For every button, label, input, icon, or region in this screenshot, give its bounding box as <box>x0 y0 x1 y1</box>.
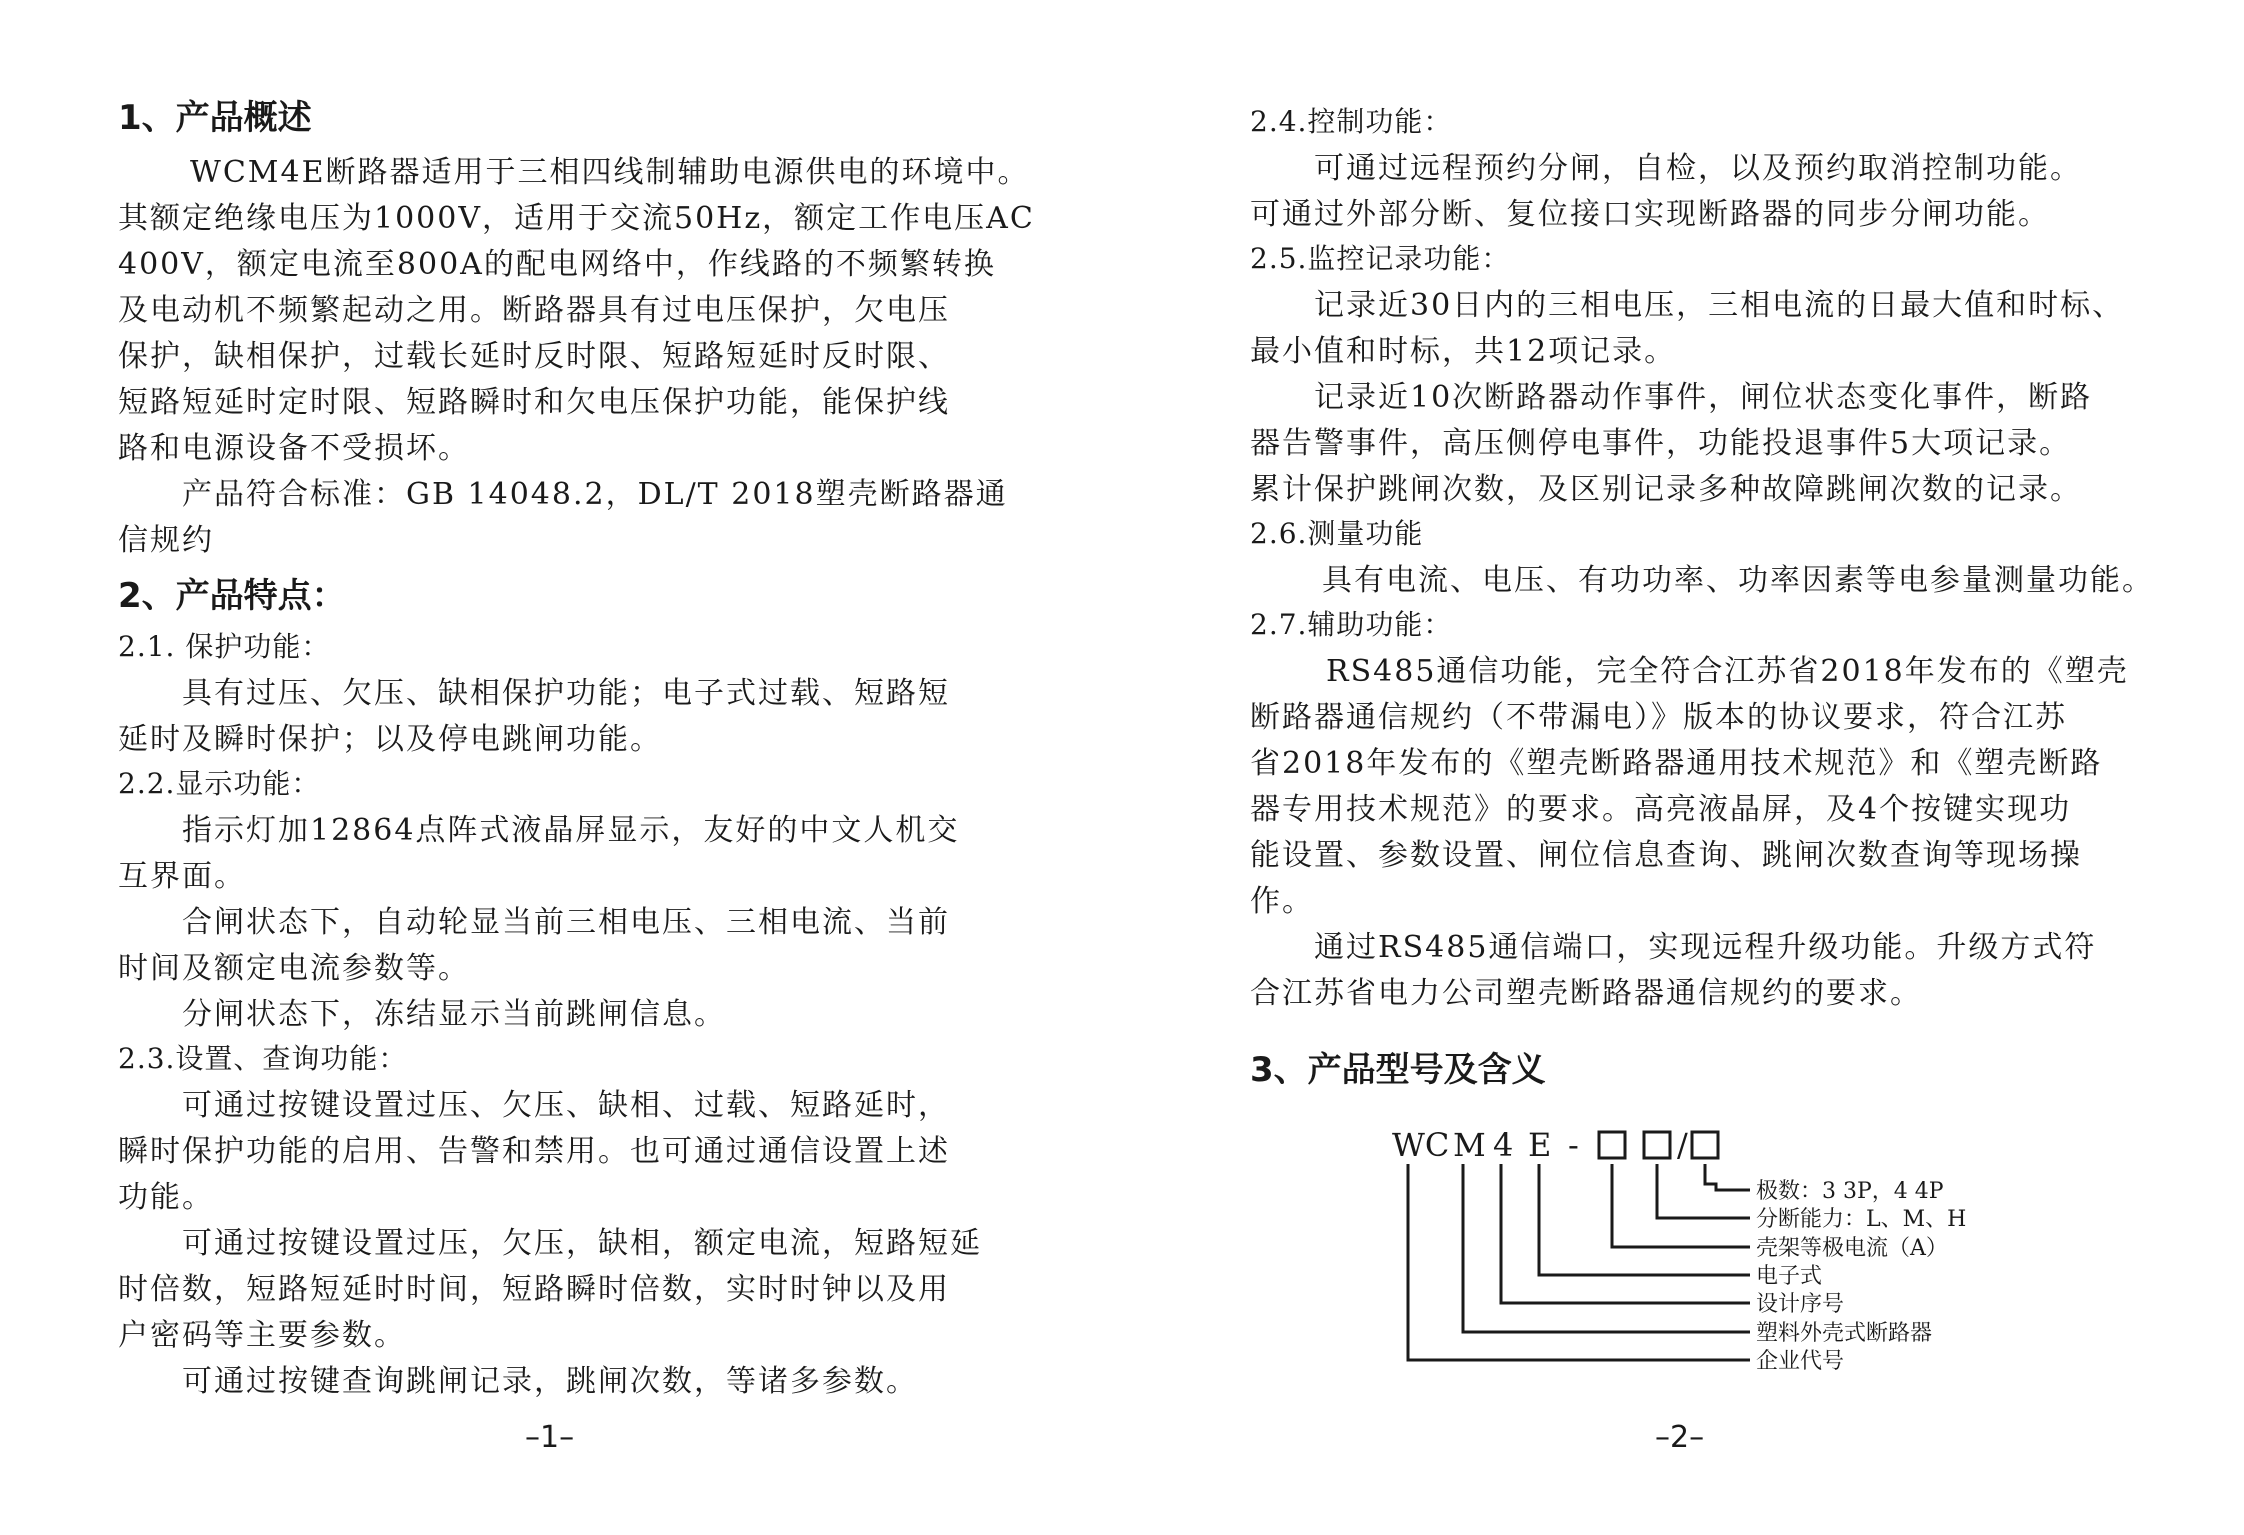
text-line: 可通过按键设置过压、欠压、缺相、过载、短路延时， <box>182 1088 950 1123</box>
model-char-e: E <box>1528 1126 1552 1164</box>
text-line: 功能。 <box>118 1180 214 1215</box>
label-frame-current: 壳架等极电流（A） <box>1756 1236 1948 1261</box>
text-line: 时倍数，短路短延时时间，短路瞬时倍数，实时时钟以及用 <box>118 1272 950 1307</box>
section-2-1-title: 2.1. 保护功能： <box>118 630 331 663</box>
text-line: 最小值和时标，共12项记录。 <box>1250 334 1677 369</box>
text-line: 及电动机不频繁起动之用。断路器具有过电压保护，欠电压 <box>118 293 950 328</box>
section-2-4-title: 2.4.控制功能： <box>1250 105 1453 138</box>
model-box-poles <box>1692 1132 1718 1158</box>
section-2-7-title: 2.7.辅助功能： <box>1250 608 1453 641</box>
model-char-slash: / <box>1677 1126 1688 1164</box>
text-line: 器告警事件，高压侧停电事件，功能投退事件5大项记录。 <box>1250 426 2072 461</box>
heading-model-meaning: 3、产品型号及含义 <box>1250 1050 1546 1090</box>
text-line: 可通过按键设置过压，欠压，缺相，额定电流，短路短延 <box>182 1226 982 1261</box>
label-breaking-capacity: 分断能力：L、M、H <box>1756 1207 1967 1232</box>
text-line: 产品符合标准：GB 14048.2，DL/T 2018塑壳断路器通 <box>182 477 1008 512</box>
label-poles: 极数：3 3P，4 4P <box>1756 1179 1944 1204</box>
text-line: 可通过外部分断、复位接口实现断路器的同步分闸功能。 <box>1250 197 2050 232</box>
text-line: 断路器通信规约（不带漏电）》版本的协议要求，符合江苏 <box>1250 700 2067 735</box>
text-line: 互界面。 <box>118 859 246 894</box>
label-enterprise-code: 企业代号 <box>1756 1349 1845 1374</box>
text-line: 省2018年发布的《塑壳断路器通用技术规范》和《塑壳断路 <box>1250 746 2103 781</box>
page-number: –2– <box>1655 1420 1705 1455</box>
text-line: 400V，额定电流至800A的配电网络中，作线路的不频繁转换 <box>118 247 996 282</box>
text-line: WCM4E断路器适用于三相四线制辅助电源供电的环境中。 <box>190 155 1030 190</box>
text-line: 指示灯加12864点阵式液晶屏显示，友好的中文人机交 <box>182 813 960 848</box>
page-number: –1– <box>525 1420 575 1455</box>
text-line: 路和电源设备不受损坏。 <box>118 431 470 466</box>
text-line: 记录近10次断路器动作事件，闸位状态变化事件，断路 <box>1314 380 2093 415</box>
text-line: 通过RS485通信端口，实现远程升级功能。升级方式符 <box>1314 930 2097 965</box>
label-electronic: 电子式 <box>1756 1264 1823 1289</box>
text-line: 记录近30日内的三相电压，三相电流的日最大值和时标、 <box>1314 288 2125 323</box>
text-line: 瞬时保护功能的启用、告警和禁用。也可通过通信设置上述 <box>118 1134 950 1169</box>
section-2-5-title: 2.5.监控记录功能： <box>1250 242 1511 275</box>
text-line: 具有过压、欠压、缺相保护功能；电子式过载、短路短 <box>182 676 950 711</box>
text-line: 信规约 <box>118 523 214 558</box>
text-line: 作。 <box>1250 884 1314 919</box>
section-2-3-title: 2.3.设置、查询功能： <box>118 1042 408 1075</box>
text-line: 分闸状态下，冻结显示当前跳闸信息。 <box>182 997 726 1032</box>
model-char-m: M <box>1453 1126 1486 1164</box>
text-line: 可通过按键查询跳闸记录，跳闸次数，等诸多参数。 <box>182 1364 918 1399</box>
label-molded-case: 塑料外壳式断路器 <box>1756 1321 1933 1346</box>
text-line: 保护，缺相保护，过载长延时反时限、短路短延时反时限、 <box>118 339 950 374</box>
text-line: 累计保护跳闸次数，及区别记录多种故障跳闸次数的记录。 <box>1250 472 2082 507</box>
heading-product-overview: 1、产品概述 <box>118 98 312 138</box>
model-designation-diagram <box>1390 1110 2030 1410</box>
text-line: 具有电流、电压、有功功率、功率因素等电参量测量功能。 <box>1322 563 2154 598</box>
text-line: 器专用技术规范》的要求。高亮液晶屏，及4个按键实现功 <box>1250 792 2072 827</box>
section-2-6-title: 2.6.测量功能 <box>1250 517 1424 550</box>
text-line: 时间及额定电流参数等。 <box>118 951 470 986</box>
text-line: 短路短延时定时限、短路瞬时和欠电压保护功能，能保护线 <box>118 385 950 420</box>
text-line: 其额定绝缘电压为1000V，适用于交流50Hz，额定工作电压AC <box>118 201 1035 236</box>
text-line: 可通过远程预约分闸，自检，以及预约取消控制功能。 <box>1314 151 2082 186</box>
heading-product-features: 2、产品特点： <box>118 576 346 616</box>
text-line: RS485通信功能，完全符合江苏省2018年发布的《塑壳 <box>1326 654 2129 689</box>
text-line: 户密码等主要参数。 <box>118 1318 406 1353</box>
text-line: 延时及瞬时保护；以及停电跳闸功能。 <box>118 722 662 757</box>
page-1 <box>118 0 1048 1535</box>
model-leader-lines <box>1408 1164 1750 1360</box>
label-design-number: 设计序号 <box>1756 1292 1845 1317</box>
model-char-dash: - <box>1568 1126 1579 1164</box>
model-box-frame-current <box>1599 1132 1625 1158</box>
model-char-4: 4 <box>1493 1126 1514 1164</box>
text-line: 合江苏省电力公司塑壳断路器通信规约的要求。 <box>1250 976 1922 1011</box>
text-line: 合闸状态下，自动轮显当前三相电压、三相电流、当前 <box>182 905 950 940</box>
model-char-wc: WC <box>1392 1126 1450 1164</box>
section-2-2-title: 2.2.显示功能： <box>118 767 321 800</box>
page-2 <box>1250 0 2180 1535</box>
text-line: 能设置、参数设置、闸位信息查询、跳闸次数查询等现场操 <box>1250 838 2082 873</box>
model-box-breaking <box>1644 1132 1670 1158</box>
